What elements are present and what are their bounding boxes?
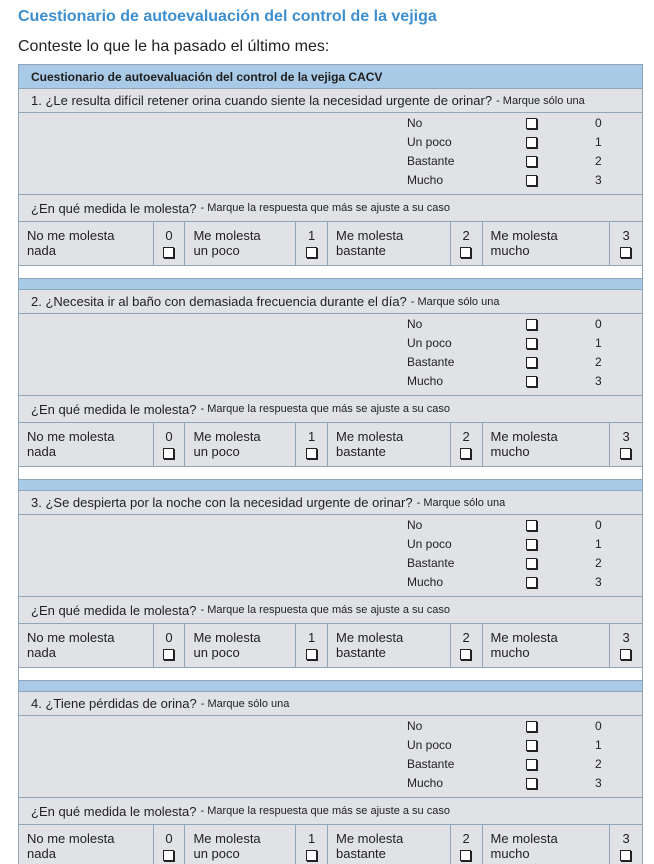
scale-label-cell (328, 222, 451, 265)
option-checkbox[interactable] (526, 520, 537, 531)
scale-label-line1: Me molesta (193, 429, 261, 444)
scale-label-line2: un poco (193, 645, 240, 660)
scale-label-line2: un poco (193, 444, 240, 459)
scale-label-line1: Me molesta (193, 228, 261, 243)
bother-question-row (19, 597, 642, 624)
section-separator (19, 681, 642, 692)
scale-label-line1: No me molesta (27, 630, 115, 645)
scale-label-line2: nada (27, 645, 56, 660)
scale-choice-cell[interactable] (296, 222, 328, 265)
scale-label-line2: un poco (193, 846, 240, 861)
scale-choice-cell[interactable] (296, 624, 328, 667)
scale-label-line2: nada (27, 243, 56, 258)
question-text-row (19, 692, 642, 716)
question-text: 3. ¿Se despierta por la noche con la necesidad urgente de orinar? (31, 495, 413, 510)
question-text: 2. ¿Necesita ir al baño con demasiada frecuencia durante el día? (31, 294, 407, 309)
option-score: 0 (595, 317, 602, 331)
bother-scale (19, 624, 642, 668)
scale-label-line2: mucho (490, 846, 530, 861)
scale-label-cell (185, 423, 296, 466)
scale-choice-cell[interactable] (154, 423, 186, 466)
answer-option[interactable] (19, 535, 642, 554)
option-checkbox[interactable] (526, 376, 537, 387)
question-text-row (19, 491, 642, 515)
answer-option[interactable] (19, 334, 642, 353)
answer-option[interactable] (19, 315, 642, 334)
option-label: Bastante (407, 757, 455, 771)
bother-question: ¿En qué medida le molesta? (31, 803, 197, 819)
option-label: Bastante (407, 154, 455, 168)
answer-option[interactable] (19, 114, 642, 133)
question-hint: - Marque sólo una (416, 496, 506, 509)
scale-checkbox[interactable] (306, 850, 317, 861)
scale-choice-cell[interactable] (451, 825, 483, 864)
option-label: Bastante (407, 556, 455, 570)
option-checkbox[interactable] (526, 577, 537, 588)
scale-score: 3 (622, 429, 630, 444)
question-hint: - Marque sólo una (200, 697, 290, 710)
option-score: 2 (595, 154, 602, 168)
scale-choice-cell[interactable] (451, 222, 483, 265)
section-separator (19, 279, 642, 290)
scale-checkbox[interactable] (460, 850, 471, 861)
bother-hint: - Marque la respuesta que más se ajuste a su caso (200, 805, 450, 817)
option-checkbox[interactable] (526, 156, 537, 167)
scale-choice-cell[interactable] (610, 624, 642, 667)
scale-choice-cell[interactable] (296, 423, 328, 466)
answer-option[interactable] (19, 554, 642, 573)
option-checkbox[interactable] (526, 721, 537, 732)
section-separator (19, 480, 642, 491)
bother-scale (19, 423, 642, 467)
answer-option[interactable] (19, 736, 642, 755)
scale-choice-cell[interactable] (154, 624, 186, 667)
scale-checkbox[interactable] (306, 247, 317, 258)
section-gap (19, 266, 642, 279)
scale-label-line2: bastante (336, 846, 386, 861)
scale-score: 3 (622, 228, 630, 243)
scale-choice-cell[interactable] (451, 423, 483, 466)
scale-choice-cell[interactable] (154, 825, 186, 864)
question-block (19, 89, 642, 266)
scale-label-cell (483, 825, 611, 864)
question-hint: - Marque sólo una (496, 94, 585, 107)
answer-option[interactable] (19, 372, 642, 391)
option-label: No (407, 719, 423, 733)
bother-question: ¿En qué medida le molesta? (31, 200, 197, 216)
option-score: 3 (595, 374, 602, 388)
option-checkbox[interactable] (526, 539, 537, 550)
question-text: 1. ¿Le resulta difícil retener orina cuando siente la necesidad urgente de orinar? (31, 93, 493, 108)
bother-scale (19, 222, 642, 266)
option-score: 1 (595, 336, 602, 350)
table-header: Cuestionario de autoevaluación del control de la vejiga CACV (19, 65, 642, 89)
option-score: 3 (595, 776, 602, 790)
answer-options (19, 314, 642, 396)
answer-option[interactable] (19, 171, 642, 190)
answer-options (19, 716, 642, 798)
scale-label-cell (483, 423, 611, 466)
scale-score: 2 (462, 831, 470, 846)
scale-checkbox[interactable] (620, 850, 631, 861)
scale-checkbox[interactable] (620, 649, 631, 660)
scale-score: 2 (462, 630, 470, 645)
question-hint: - Marque sólo una (410, 295, 500, 308)
scale-label-line2: bastante (336, 645, 386, 660)
bother-scale (19, 825, 642, 864)
scale-score: 1 (307, 228, 316, 243)
option-checkbox[interactable] (526, 558, 537, 569)
answer-option[interactable] (19, 774, 642, 793)
scale-label-line1: Me molesta (193, 630, 261, 645)
scale-score: 0 (165, 630, 173, 645)
option-label: Un poco (407, 738, 452, 752)
question-text: 4. ¿Tiene pérdidas de orina? (31, 696, 197, 711)
scale-label-line2: un poco (193, 243, 240, 258)
option-checkbox[interactable] (526, 740, 537, 751)
scale-label-line1: Me molesta (490, 630, 558, 645)
scale-label-line1: Me molesta (490, 831, 558, 846)
bother-question: ¿En qué medida le molesta? (31, 602, 197, 618)
scale-choice-cell[interactable] (154, 222, 186, 265)
scale-checkbox[interactable] (620, 448, 631, 459)
scale-checkbox[interactable] (460, 448, 471, 459)
scale-checkbox[interactable] (306, 649, 317, 660)
option-checkbox[interactable] (526, 759, 537, 770)
scale-label-line2: nada (27, 444, 56, 459)
option-label: Mucho (407, 776, 444, 790)
scale-label-cell (185, 825, 296, 864)
bother-hint: - Marque la respuesta que más se ajuste a su caso (200, 604, 450, 616)
question-block (19, 668, 642, 864)
option-score: 0 (595, 116, 602, 130)
scale-checkbox[interactable] (460, 649, 471, 660)
scale-label-cell (19, 624, 154, 667)
answer-option[interactable] (19, 353, 642, 372)
option-checkbox[interactable] (526, 357, 537, 368)
option-label: No (407, 518, 423, 532)
scale-score: 3 (622, 630, 630, 645)
scale-label-cell (19, 222, 154, 265)
answer-option[interactable] (19, 717, 642, 736)
scale-label-cell (483, 624, 611, 667)
question-text-row (19, 89, 642, 113)
option-label: Mucho (407, 173, 444, 187)
scale-score: 1 (307, 630, 316, 645)
scale-checkbox[interactable] (163, 850, 174, 861)
scale-label-cell (19, 423, 154, 466)
scale-choice-cell[interactable] (451, 624, 483, 667)
scale-label-line1: Me molesta (193, 831, 261, 846)
scale-score: 2 (462, 429, 470, 444)
scale-checkbox[interactable] (163, 448, 174, 459)
section-gap (19, 467, 642, 480)
scale-label-line1: Me molesta (336, 429, 404, 444)
scale-checkbox[interactable] (620, 247, 631, 258)
scale-label-cell (483, 222, 611, 265)
option-label: Un poco (407, 537, 452, 551)
questionnaire-table (18, 64, 643, 864)
scale-label-cell (328, 624, 451, 667)
scale-label-cell (328, 825, 451, 864)
scale-score: 0 (165, 429, 173, 444)
answer-option[interactable] (19, 755, 642, 774)
scale-checkbox[interactable] (163, 649, 174, 660)
option-score: 3 (595, 575, 602, 589)
scale-checkbox[interactable] (460, 247, 471, 258)
bother-question-row (19, 798, 642, 825)
scale-label-line2: nada (27, 846, 56, 861)
scale-label-cell (185, 624, 296, 667)
scale-choice-cell[interactable] (296, 825, 328, 864)
scale-checkbox[interactable] (163, 247, 174, 258)
scale-label-line1: No me molesta (27, 831, 115, 846)
instruction-text: Conteste lo que le ha pasado el último mes: (18, 38, 330, 55)
scale-choice-cell[interactable] (610, 423, 642, 466)
option-label: Bastante (407, 355, 455, 369)
answer-option[interactable] (19, 516, 642, 535)
option-label: Mucho (407, 575, 444, 589)
question-block (19, 266, 642, 467)
scale-score: 0 (165, 228, 173, 243)
option-checkbox[interactable] (526, 778, 537, 789)
option-score: 2 (595, 757, 602, 771)
option-checkbox[interactable] (526, 118, 537, 129)
option-label: No (407, 116, 423, 130)
answer-option[interactable] (19, 573, 642, 592)
option-checkbox[interactable] (526, 137, 537, 148)
scale-label-line2: bastante (336, 444, 386, 459)
bother-question: ¿En qué medida le molesta? (31, 401, 197, 417)
answer-option[interactable] (19, 133, 642, 152)
scale-label-line1: No me molesta (27, 429, 115, 444)
scale-label-line2: bastante (336, 243, 386, 258)
answer-options (19, 515, 642, 597)
bother-hint: - Marque la respuesta que más se ajuste a su caso (200, 403, 450, 415)
scale-choice-cell[interactable] (610, 222, 642, 265)
option-label: Mucho (407, 374, 444, 388)
bother-question-row (19, 195, 642, 222)
scale-score: 2 (462, 228, 470, 243)
scale-label-cell (185, 222, 296, 265)
option-checkbox[interactable] (526, 175, 537, 186)
scale-score: 3 (622, 831, 630, 846)
question-text-row (19, 290, 642, 314)
question-block (19, 467, 642, 668)
scale-checkbox[interactable] (306, 448, 317, 459)
section-gap (19, 668, 642, 681)
scale-label-line2: mucho (490, 645, 530, 660)
option-label: No (407, 317, 423, 331)
answer-options (19, 113, 642, 195)
option-checkbox[interactable] (526, 338, 537, 349)
option-label: Un poco (407, 336, 452, 350)
answer-option[interactable] (19, 152, 642, 171)
option-score: 1 (595, 537, 602, 551)
option-score: 1 (595, 135, 602, 149)
scale-label-cell (328, 423, 451, 466)
option-checkbox[interactable] (526, 319, 537, 330)
scale-score: 1 (307, 429, 316, 444)
scale-label-line2: mucho (490, 243, 530, 258)
scale-label-line1: Me molesta (336, 831, 404, 846)
scale-label-line1: Me molesta (336, 630, 404, 645)
option-score: 0 (595, 719, 602, 733)
scale-choice-cell[interactable] (610, 825, 642, 864)
option-label: Un poco (407, 135, 452, 149)
scale-score: 1 (307, 831, 316, 846)
option-score: 2 (595, 556, 602, 570)
scale-label-line1: Me molesta (490, 429, 558, 444)
bother-hint: - Marque la respuesta que más se ajuste a su caso (200, 202, 450, 214)
scale-score: 0 (165, 831, 173, 846)
option-score: 3 (595, 173, 602, 187)
scale-label-line1: Me molesta (490, 228, 558, 243)
option-score: 2 (595, 355, 602, 369)
option-score: 0 (595, 518, 602, 532)
scale-label-line1: No me molesta (27, 228, 115, 243)
bother-question-row (19, 396, 642, 423)
scale-label-cell (19, 825, 154, 864)
scale-label-line1: Me molesta (336, 228, 404, 243)
scale-label-line2: mucho (490, 444, 530, 459)
page-title: Cuestionario de autoevaluación del control de la vejiga (18, 8, 437, 25)
option-score: 1 (595, 738, 602, 752)
